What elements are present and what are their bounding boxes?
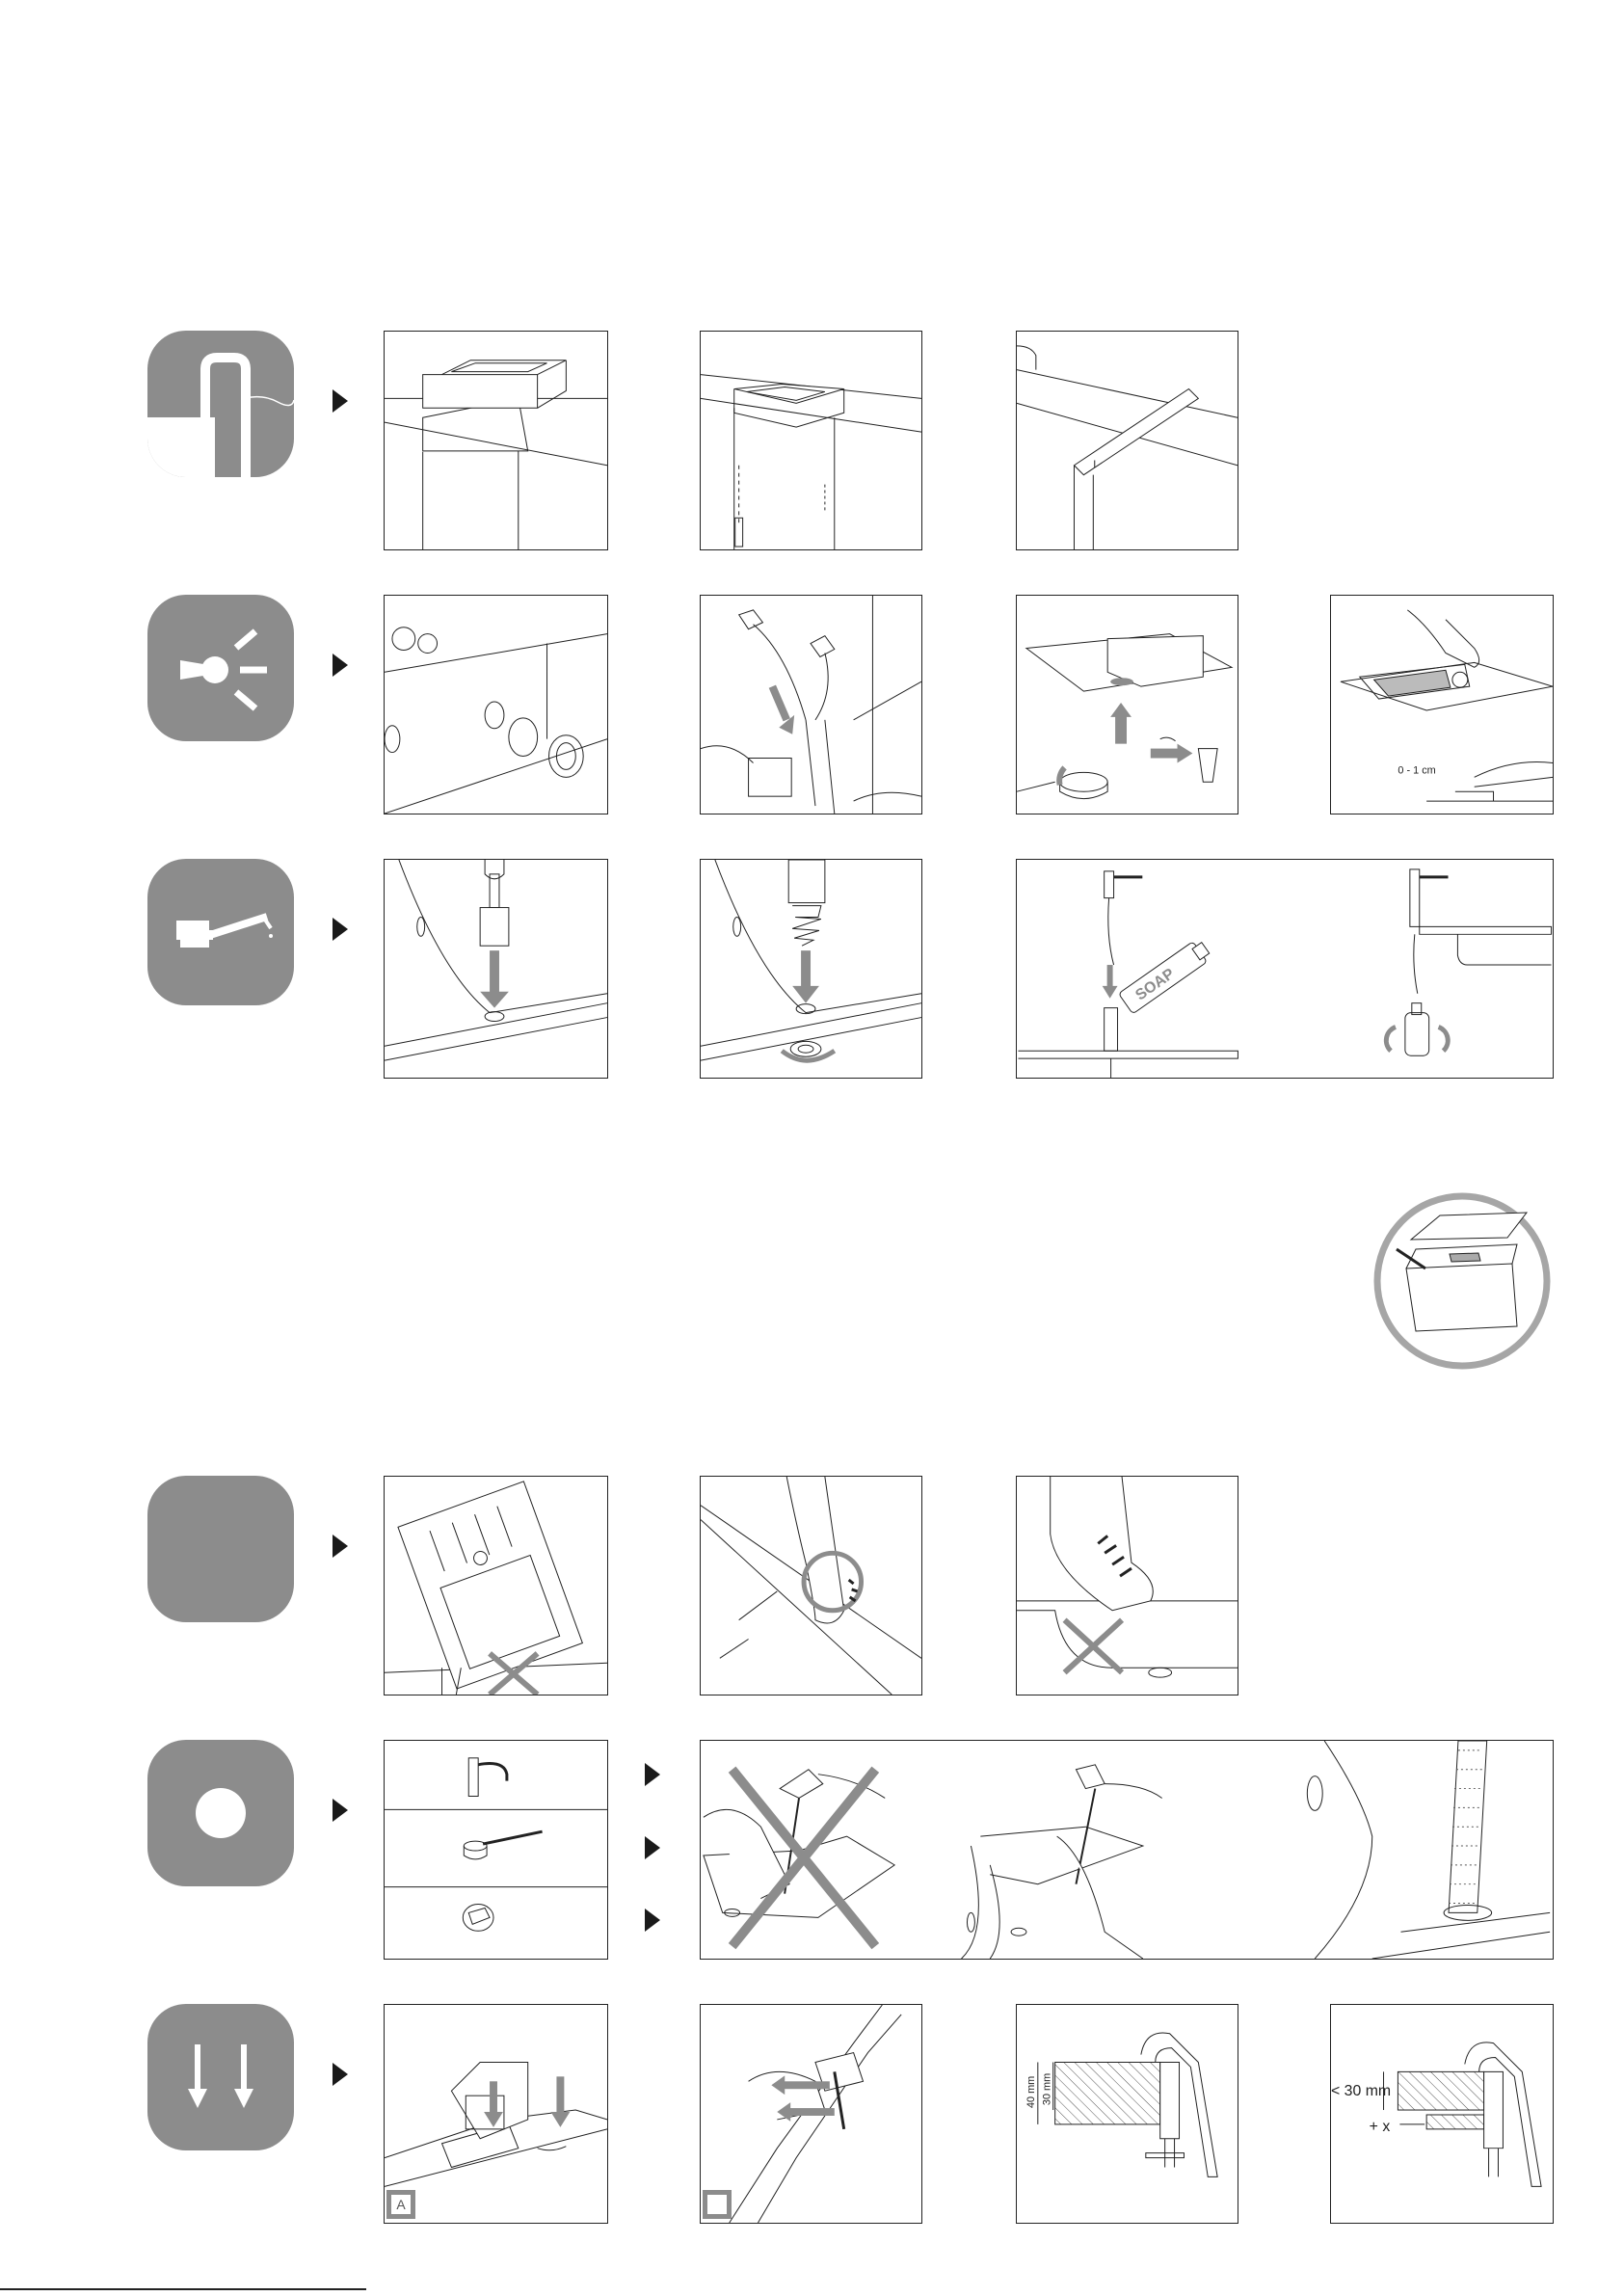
next-arrow (333, 654, 348, 677)
step-panel-soap-dispenser (1016, 859, 1554, 1079)
toolbox-icon (1372, 1191, 1552, 1371)
svg-text:0 - 1 cm: 0 - 1 cm (1398, 764, 1436, 777)
step-panel-clip-a (384, 2004, 608, 2224)
light-install-icon (147, 595, 294, 741)
step-panel-carry-sink (384, 1476, 608, 1695)
svg-text:+ x: + x (1369, 2118, 1391, 2135)
tag-b (703, 2190, 732, 2219)
step-panel-thin-worktop (1330, 2004, 1554, 2224)
next-arrow (333, 1799, 348, 1822)
blank-icon (147, 1476, 294, 1622)
sink-cutout-icon (147, 331, 294, 477)
option-arrow-dispenser (645, 1836, 660, 1859)
svg-text:40 mm: 40 mm (1025, 2075, 1037, 2109)
option-arrow-tap (645, 1763, 660, 1786)
step-panel-place-sink (384, 331, 608, 550)
tap-install-icon (147, 859, 294, 1005)
svg-text:< 30 mm: < 30 mm (1331, 2083, 1392, 2100)
step-panel-mark-cutout (700, 331, 922, 550)
step-panel-no-stand (1016, 1476, 1238, 1695)
next-arrow (333, 2063, 348, 2086)
step-panel-clip-b (700, 2004, 922, 2224)
fixture-options-panel (384, 1740, 608, 1960)
option-arrow-knob (645, 1909, 660, 1932)
next-arrow (333, 918, 348, 941)
step-panel-light-wiring (700, 595, 922, 814)
footer-rule (0, 2288, 366, 2290)
step-panel-screw (700, 859, 922, 1079)
step-panel-seal-edge (1016, 331, 1238, 550)
next-arrow (333, 389, 348, 413)
step-panel-knockout-holes (700, 1740, 1554, 1960)
circle-icon (147, 1740, 294, 1886)
next-arrow (333, 1535, 348, 1558)
svg-text:I: I (1093, 458, 1097, 470)
svg-text:SOAP: SOAP (1132, 965, 1178, 1004)
down-arrows-icon (147, 2004, 294, 2150)
svg-text:30 mm: 30 mm (1041, 2072, 1053, 2106)
step-panel-light-mount (1016, 595, 1238, 814)
tag-a: A (386, 2190, 415, 2219)
step-panel-drill (384, 859, 608, 1079)
step-panel-light-parts (384, 595, 608, 814)
step-panel-light-touch (1330, 595, 1554, 814)
step-panel-edge-press (700, 1476, 922, 1695)
step-panel-thick-worktop (1016, 2004, 1238, 2224)
